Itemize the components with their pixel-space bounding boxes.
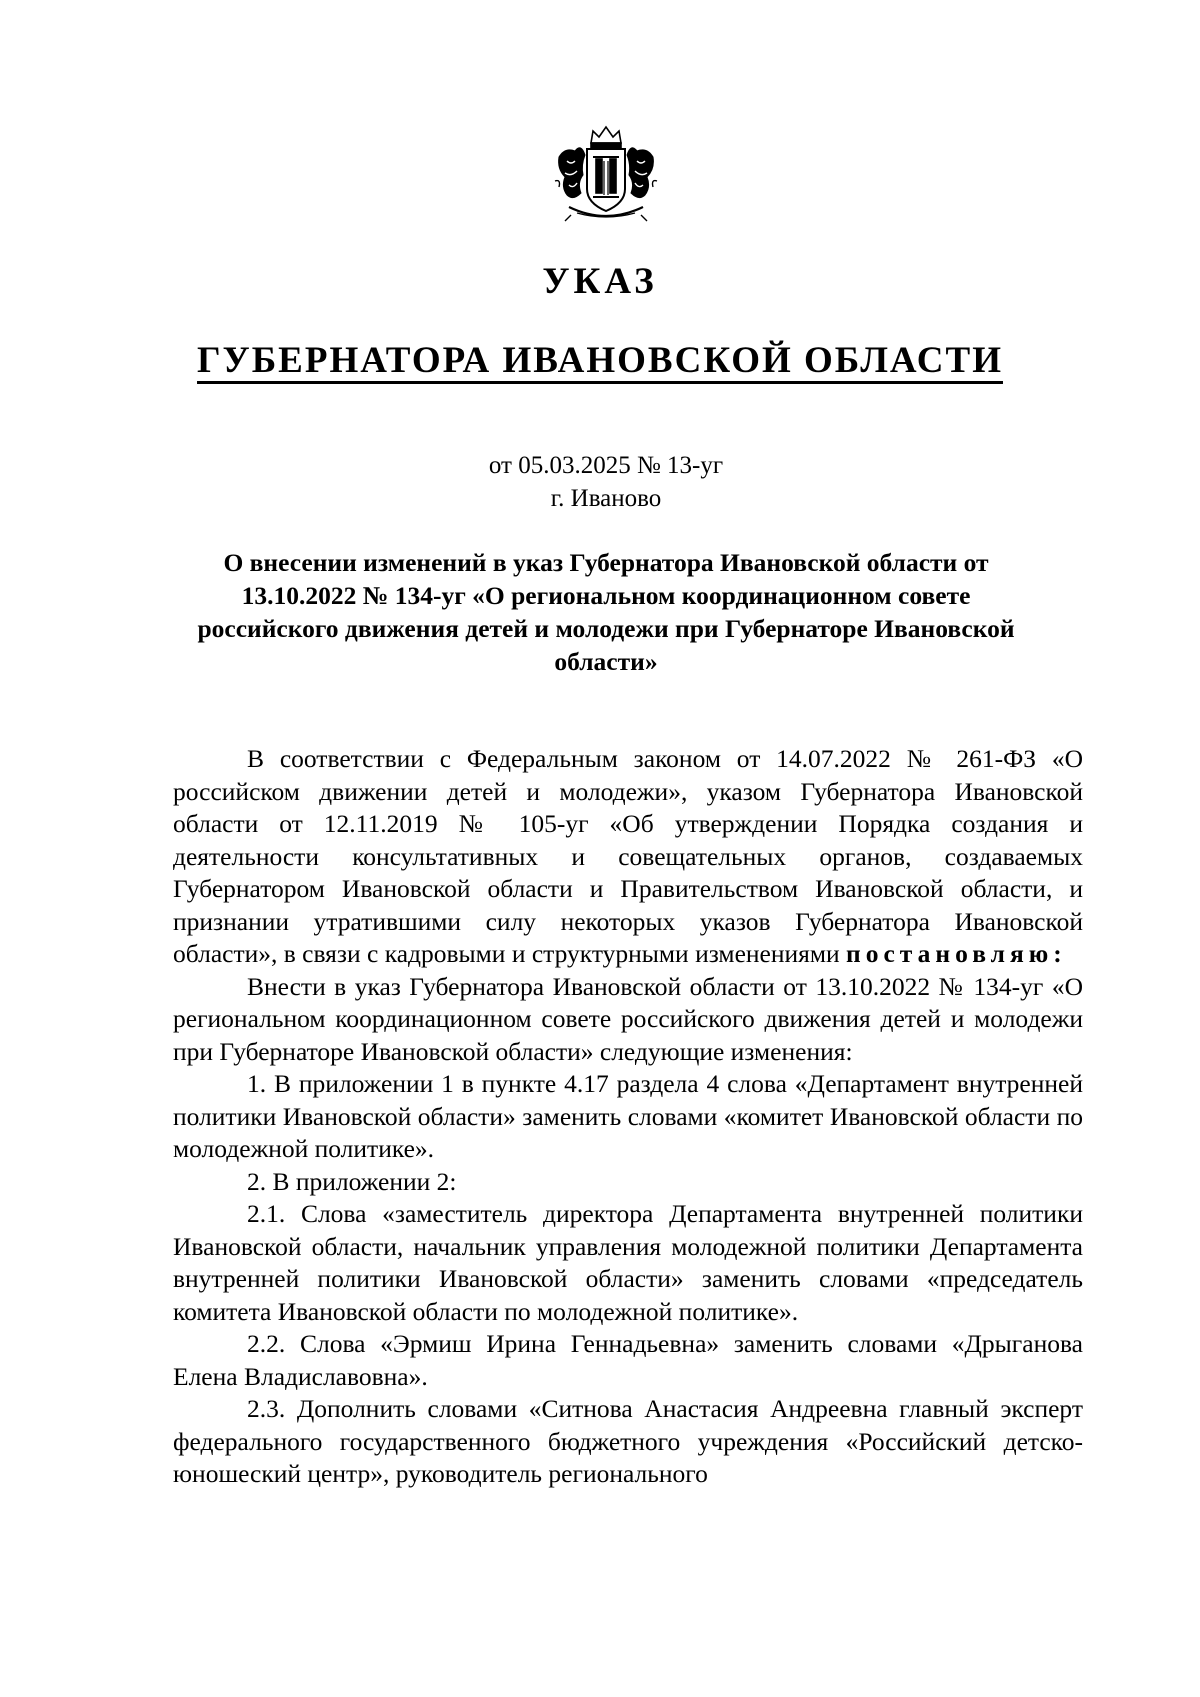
body-paragraph: 2.1. Слова «заместитель директора Департамента внутренней политики Ивановской области, начальник управления молодежной политики Департамента внутренней политики Ивановской области» заменить словами «председатель комитета Ивановской области по молодежной политике». — [173, 1199, 1083, 1326]
document-type-heading: УКАЗ — [542, 261, 658, 302]
coat-of-arms-icon — [551, 121, 661, 225]
resolve-keyword: постановляю: — [846, 939, 1067, 968]
body-paragraph: 2.2. Слова «Эрмиш Ирина Геннадьевна» заменить словами «Дрыганова Елена Владиславовна». — [173, 1329, 1083, 1391]
decree-body — [173, 743, 1083, 1491]
decree-date-number: от 05.03.2025 № 13-уг — [488, 452, 724, 479]
body-paragraph: 1. В приложении 1 в пункте 4.17 раздела 4 слова «Департамент внутренней политики Ивановской области» заменить словами «комитет Ивановской области по молодежной политике». — [173, 1069, 1083, 1163]
body-paragraph: 2.3. Дополнить словами «Ситнова Анастасия Андреевна главный эксперт федерального государственного бюджетного учреждения «Российский детско-юношеский центр», руководитель регионального — [173, 1394, 1083, 1488]
decree-title: О внесении изменений в указ Губернатора Ивановской области от 13.10.2022 № 134-уг «О региональном координационном совете российского движения детей и молодежи при Губернаторе Ивановской области» — [197, 548, 1015, 676]
preamble-paragraph: В соответствии с Федеральным законом от 14.07.2022 № 261-ФЗ «О российском движении детей и молодежи», указом Губернатора Ивановской области от 12.11.2019 № 105-уг «Об утверждении Порядка создания и деятельности консультативных и совещательных органов, создаваемых Губернатором Ивановской области и Правительством Ивановской области, и признании утратившими силу некоторых указов Губернатора Ивановской области», в связи с кадровыми и структурными изменениями постановляю: — [173, 744, 1083, 968]
decree-place: г. Иваново — [550, 485, 662, 512]
issuer-heading: ГУБЕРНАТОРА ИВАНОВСКОЙ ОБЛАСТИ — [197, 340, 1003, 381]
body-paragraph: 2. В приложении 2: — [247, 1166, 457, 1196]
body-paragraph: Внести в указ Губернатора Ивановской области от 13.10.2022 № 134-уг «О региональном координационном совете российского движения детей и молодежи при Губернаторе Ивановской области» следующие изменения: — [173, 971, 1083, 1066]
